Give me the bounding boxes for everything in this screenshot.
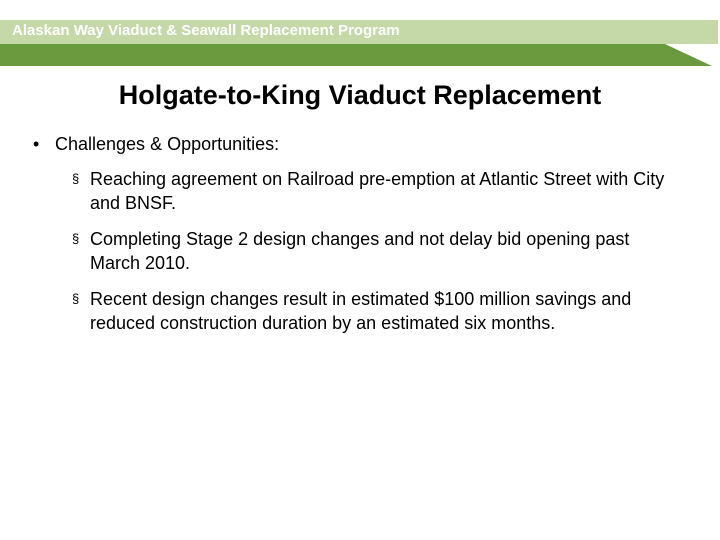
bullet-challenges	[33, 133, 279, 155]
sub-bullet-text: Completing Stage 2 design changes and not delay bid opening past March 2010.	[90, 229, 630, 273]
bullet-dot-icon: •	[33, 134, 40, 154]
sub-bullet-text: Reaching agreement on Railroad pre-emption at Atlantic Street with City and BNSF.	[90, 169, 665, 213]
section-marker-icon: §	[72, 171, 80, 186]
sub-bullet-stage2	[72, 227, 672, 275]
slide-title: Holgate-to-King Viaduct Replacement	[118, 80, 602, 110]
sub-bullet-text: Recent design changes result in estimated $100 million savings and reduced construction duration by an estimated six months.	[90, 289, 632, 333]
section-marker-icon: §	[72, 291, 80, 306]
green-accent-bar	[0, 44, 720, 66]
bullet-text: Challenges & Opportunities:	[55, 134, 280, 154]
program-header-title: Alaskan Way Viaduct & Seawall Replacement Program	[12, 22, 400, 39]
sub-bullet-savings	[72, 287, 672, 335]
section-marker-icon: §	[72, 231, 80, 246]
sub-bullet-railroad	[72, 167, 672, 215]
